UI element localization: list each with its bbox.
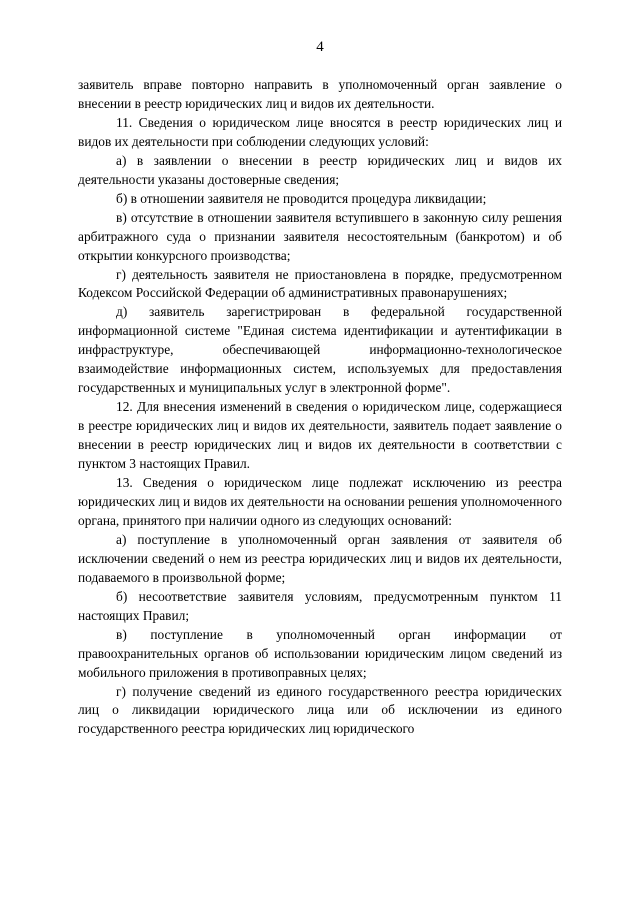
page-number: 4 — [316, 39, 324, 55]
paragraph-clause-13-g: г) получение сведений из единого государственного реестра юридических лиц о ликвидации юридического лица или об исключении из единого государственного реестра юридических лиц юридического — [78, 683, 562, 737]
paragraph-clause-11: 11. Сведения о юридическом лице вносятся в реестр юридических лиц и видов их деятельности при соблюдении следующих условий: — [78, 114, 562, 149]
paragraph-clause-13-b: б) несоответствие заявителя условиям, предусмотренным пунктом 11 настоящих Правил; — [78, 588, 562, 623]
document-body — [78, 76, 562, 739]
paragraph-continuation: заявитель вправе повторно направить в уполномоченный орган заявление о внесении в реестр юридических лиц и видов их деятельности. — [78, 77, 562, 111]
paragraph-clause-12: 12. Для внесения изменений в сведения о юридическом лице, содержащиеся в реестре юридических лиц и видов их деятельности, заявитель подает заявление о внесении в реестр юридических лиц и видов их деятельности в соответствии с пунктом 3 настоящих Правил. — [78, 399, 562, 472]
paragraph-clause-13-a: а) поступление в уполномоченный орган заявления от заявителя об исключении сведений о нем из реестра юридических лиц и видов их деятельности, подаваемого в произвольной форме; — [78, 531, 562, 585]
paragraph-clause-11-b: б) в отношении заявителя не проводится процедура ликвидации; — [116, 190, 487, 206]
paragraph-clause-11-v: в) отсутствие в отношении заявителя вступившего в законную силу решения арбитражного суда о признании заявителя несостоятельным (банкротом) и об открытии конкурсного производства; — [78, 209, 562, 263]
paragraph-clause-13-v: в) поступление в уполномоченный орган информации от правоохранительных органов об использовании юридическим лицом сведений из мобильного приложения в противоправных целях; — [78, 626, 562, 680]
paragraph-clause-13: 13. Сведения о юридическом лице подлежат исключению из реестра юридических лиц и видов их деятельности на основании решения уполномоченного органа, принятого при наличии одного из следующих оснований: — [78, 475, 562, 528]
paragraph-clause-11-a: а) в заявлении о внесении в реестр юридических лиц и видов их деятельности указаны достоверные сведения; — [78, 152, 562, 187]
paragraph-clause-11-g: г) деятельность заявителя не приостановлена в порядке, предусмотренном Кодексом Российской Федерации об административных правонарушениях; — [78, 266, 562, 301]
paragraph-clause-11-d: д) заявитель зарегистрирован в федеральной государственной информационной системе "Единая система идентификации и аутентификации в инфраструктуре, обеспечивающей информационно-технологическое взаимодействие информационных систем, используемых для предоставления государственных и муниципальных услуг в электронной форме". — [78, 304, 562, 396]
